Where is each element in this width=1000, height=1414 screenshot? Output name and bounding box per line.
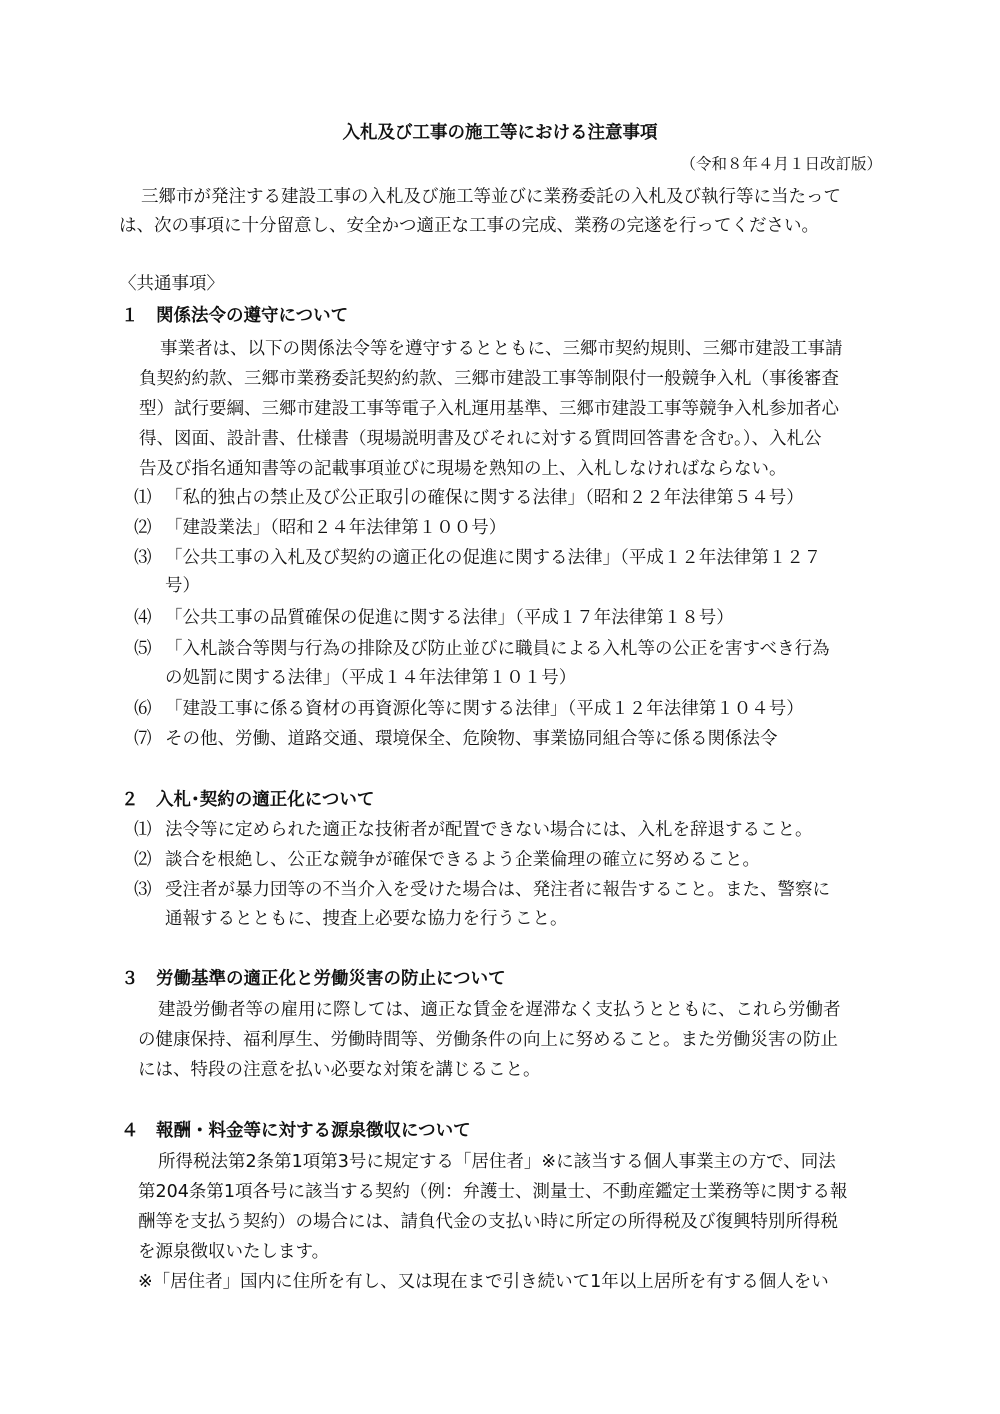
section-3-body-line: 建設労働者等の雇用に際しては、適正な賃金を遅滞なく支払うとともに、これら労働者 (158, 1000, 841, 1020)
resident-note-line: ※「居住者」国内に住所を有し、又は現在まで引き続いて1年以上居所を有する個人をい (138, 1272, 829, 1292)
section-4-body-line: 第204条第1項各号に該当する契約（例：弁護士、測量士、不動産鑑定士業務等に関する報 (138, 1182, 848, 1202)
list-marker: ⑺ (134, 729, 152, 749)
common-label: 〈共通事項〉 (119, 274, 224, 294)
section-1-body-line: 事業者は、以下の関係法令等を遵守するとともに、三郷市契約規則、三郷市建設工事請 (160, 339, 843, 359)
list-marker: ⑵ (134, 850, 152, 870)
list-marker: ⑴ (134, 820, 152, 840)
section-2-heading: ２ 入札･契約の適正化について (121, 790, 375, 810)
intro-line-2: は、次の事項に十分留意し、安全かつ適正な工事の完成、業務の完遂を行ってください。 (119, 216, 819, 236)
section-3-body-line: には、特段の注意を払い必要な対策を講じること。 (138, 1060, 541, 1080)
list-marker: ⑵ (134, 518, 152, 538)
section-4-body-line: を源泉徴収いたします。 (138, 1242, 330, 1262)
list-marker: ⑴ (134, 488, 152, 508)
law-item: 「公共工事の入札及び契約の適正化の促進に関する法律」（平成１２年法律第１２７ (165, 548, 822, 568)
revision-note: （令和８年４月１日改訂版） (680, 155, 882, 173)
law-item: 「入札談合等関与行為の排除及び防止並びに職員による入札等の公正を害すべき行為 (165, 639, 830, 659)
section-4-body-line: 所得税法第2条第1項第3号に規定する「居住者」※に該当する個人事業主の方で、同法 (158, 1152, 836, 1172)
bid-rule-item: 受注者が暴力団等の不当介入を受けた場合は、発注者に報告すること。また、警察に (165, 880, 830, 900)
section-1-body-line: 負契約約款、三郷市業務委託契約約款、三郷市建設工事等制限付一般競争入札（事後審査 (139, 369, 839, 389)
list-marker: ⑶ (134, 548, 152, 568)
document-title: 入札及び工事の施工等における注意事項 (342, 123, 658, 143)
section-1-heading: １ 関係法令の遵守について (121, 306, 349, 326)
section-3-heading: ３ 労働基準の適正化と労働災害の防止について (121, 969, 506, 989)
bid-rule-item: 法令等に定められた適正な技術者が配置できない場合には、入札を辞退すること。 (165, 820, 813, 840)
section-4-heading: ４ 報酬・料金等に対する源泉徴収について (121, 1121, 471, 1141)
section-1-body-line: 告及び指名通知書等の記載事項並びに現場を熟知の上、入札しなければならない。 (139, 459, 787, 479)
law-item: 「公共工事の品質確保の促進に関する法律」（平成１７年法律第１８号） (165, 608, 734, 628)
law-item-continued: の処罰に関する法律」（平成１４年法律第１０１号） (165, 668, 577, 688)
law-item: 「私的独占の禁止及び公正取引の確保に関する法律」（昭和２２年法律第５４号） (165, 488, 804, 508)
bid-rule-item: 談合を根絶し、公正な競争が確保できるよう企業倫理の確立に努めること。 (165, 850, 760, 870)
bid-rule-item-continued: 通報するとともに、捜査上必要な協力を行うこと。 (165, 909, 568, 929)
section-4-body-line: 酬等を支払う契約）の場合には、請負代金の支払い時に所定の所得税及び復興特別所得税 (138, 1212, 838, 1232)
list-marker: ⑹ (134, 699, 152, 719)
section-1-body-line: 型）試行要綱、三郷市建設工事等電子入札運用基準、三郷市建設工事等競争入札参加者心 (139, 399, 839, 419)
section-3-body-line: の健康保持、福利厚生、労働時間等、労働条件の向上に努めること。また労働災害の防止 (138, 1030, 838, 1050)
law-item: その他、労働、道路交通、環境保全、危険物、事業協同組合等に係る関係法令 (165, 729, 778, 749)
law-item: 「建設業法」（昭和２４年法律第１００号） (165, 518, 507, 538)
law-item-continued: 号） (165, 576, 200, 596)
intro-line-1: 三郷市が発注する建設工事の入札及び施工等並びに業務委託の入札及び執行等に当たって (141, 187, 841, 207)
list-marker: ⑶ (134, 880, 152, 900)
list-marker: ⑸ (134, 639, 152, 659)
law-item: 「建設工事に係る資材の再資源化等に関する法律」（平成１２年法律第１０４号） (165, 699, 804, 719)
section-1-body-line: 得、図面、設計書、仕様書（現場説明書及びそれに対する質問回答書を含む。）、入札公 (139, 429, 822, 449)
list-marker: ⑷ (134, 608, 152, 628)
